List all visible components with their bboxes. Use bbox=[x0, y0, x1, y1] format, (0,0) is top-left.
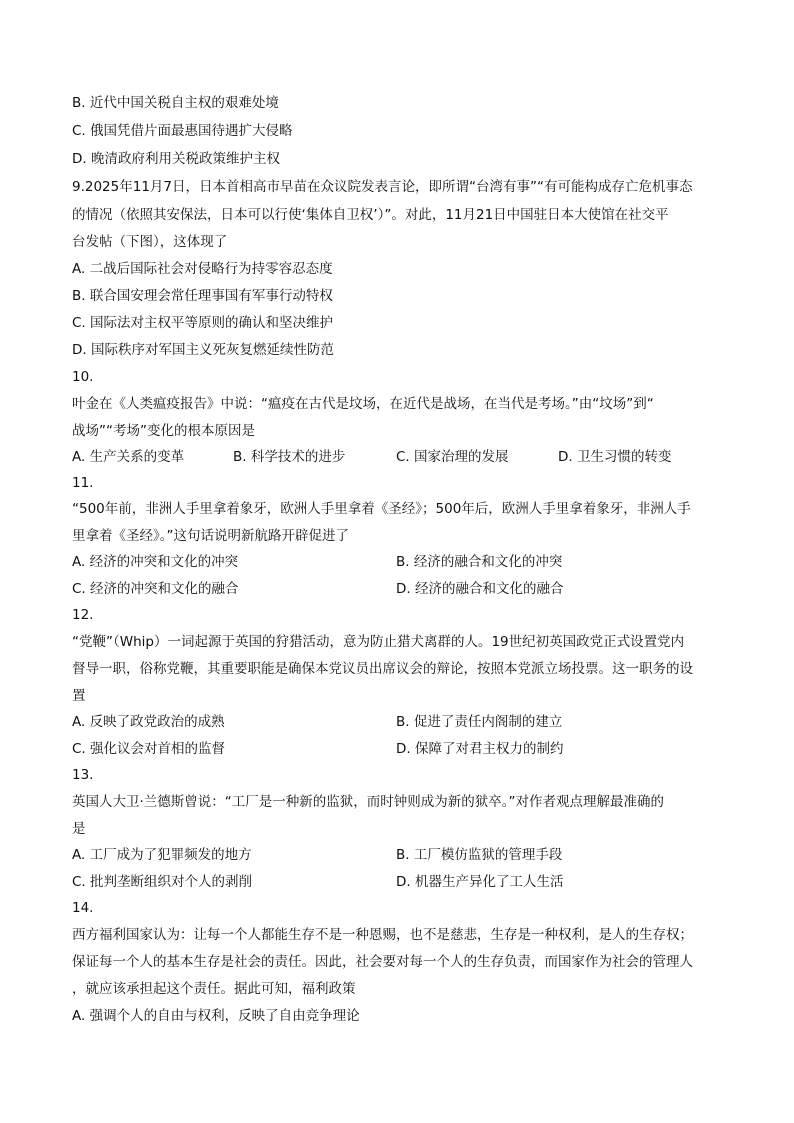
q9-option-d: D. 国际秩序对军国主义死灰复燃延续性防范 bbox=[72, 342, 334, 358]
q14-number: 14. bbox=[72, 900, 94, 916]
q12-stem-line-1: “党鞭”（Whip）一词起源于英国的狩猎活动，意为防止猎犬离群的人。19世纪初英国政党正式设置党内 bbox=[72, 634, 685, 650]
q9-stem-line-3: 台发帖（下图），这体现了 bbox=[72, 234, 228, 250]
q14-option-a: A. 强调个人的自由与权利，反映了自由竞争理论 bbox=[72, 1008, 360, 1024]
q12-option-b: B. 促进了责任内阁制的建立 bbox=[396, 714, 563, 730]
q13-option-c: C. 批判垄断组织对个人的剥削 bbox=[72, 874, 253, 890]
q14-stem-line-2: 保证每一个人的基本生存是社会的责任。因此，社会要对每一个人的生存负责，而国家作为社会的管理人 bbox=[72, 954, 693, 970]
q11-option-a: A. 经济的冲突和文化的冲突 bbox=[72, 554, 239, 570]
q13-option-d: D. 机器生产异化了工人生活 bbox=[396, 874, 564, 890]
q12-option-c: C. 强化议会对首相的监督 bbox=[72, 741, 226, 757]
q9-option-b: B. 联合国安理会常任理事国有军事行动特权 bbox=[72, 288, 333, 304]
option-c: C. 俄国凭借片面最惠国待遇扩大侵略 bbox=[72, 123, 293, 139]
q9-option-c: C. 国际法对主权平等原则的确认和坚决维护 bbox=[72, 315, 334, 331]
q10-number: 10. bbox=[72, 369, 94, 385]
q12-stem-line-2: 督导一职，俗称党鞭，其重要职能是确保本党议员出席议会的辩论，按照本党派立场投票。这一职务的设 bbox=[72, 661, 693, 677]
q9-stem-line-1: 9.2025年11月7日，日本首相高市早苗在众议院发表言论，即所谓“台湾有事”“有可能构成存亡危机事态 bbox=[72, 179, 693, 195]
q11-stem-line-2: 里拿着《圣经》。”这句话说明新航路开辟促进了 bbox=[72, 528, 349, 544]
q11-option-b: B. 经济的融合和文化的冲突 bbox=[396, 554, 563, 570]
q10-option-d: D. 卫生习惯的转变 bbox=[558, 449, 672, 465]
q10-stem-line-2: 战场”“考场”变化的根本原因是 bbox=[72, 423, 255, 439]
q11-option-c: C. 经济的冲突和文化的融合 bbox=[72, 581, 239, 597]
q13-stem-line-1: 英国人大卫·兰德斯曾说：“工厂是一种新的监狱，而时钟则成为新的狱卒。”对作者观点理解最准确的 bbox=[72, 794, 665, 810]
q10-option-a: A. 生产关系的变革 bbox=[72, 449, 185, 465]
q13-number: 13. bbox=[72, 767, 94, 783]
q10-option-b: B. 科学技术的进步 bbox=[233, 449, 346, 465]
q12-stem-line-3: 置 bbox=[72, 688, 86, 704]
option-d: D. 晚清政府利用关税政策维护主权 bbox=[72, 151, 280, 167]
q12-number: 12. bbox=[72, 607, 94, 623]
q13-option-a: A. 工厂成为了犯罪频发的地方 bbox=[72, 847, 252, 863]
q10-stem-line-1: 叶金在《人类瘟疫报告》中说：“瘟疫在古代是坟场，在近代是战场，在当代是考场。”由“坟场”到“ bbox=[72, 396, 654, 412]
q10-option-c: C. 国家治理的发展 bbox=[396, 449, 509, 465]
q12-option-a: A. 反映了政党政治的成熟 bbox=[72, 714, 225, 730]
q9-option-a: A. 二战后国际社会对侵略行为持零容忍态度 bbox=[72, 261, 333, 277]
q13-stem-line-2: 是 bbox=[72, 821, 86, 837]
q9-stem-line-2: 的情况（依照其安保法，日本可以行使‘集体自卫权’）”。对此，11月21日中国驻日本大使馆在社交平 bbox=[72, 207, 669, 223]
q11-option-d: D. 经济的融合和文化的融合 bbox=[396, 581, 564, 597]
q14-stem-line-3: ，就应该承担起这个责任。据此可知，福利政策 bbox=[72, 981, 356, 997]
q14-stem-line-1: 西方福利国家认为：让每一个人都能生存不是一种恩赐，也不是慈悲，生存是一种权利，是人的生存权； bbox=[72, 927, 693, 943]
q11-stem-line-1: “500年前，非洲人手里拿着象牙，欧洲人手里拿着《圣经》；500年后，欧洲人手里拿着象牙，非洲人手 bbox=[72, 501, 691, 517]
q11-number: 11. bbox=[72, 475, 94, 491]
q13-option-b: B. 工厂模仿监狱的管理手段 bbox=[396, 847, 563, 863]
option-b: B. 近代中国关税自主权的艰难处境 bbox=[72, 95, 279, 111]
q12-option-d: D. 保障了对君主权力的制约 bbox=[396, 741, 564, 757]
